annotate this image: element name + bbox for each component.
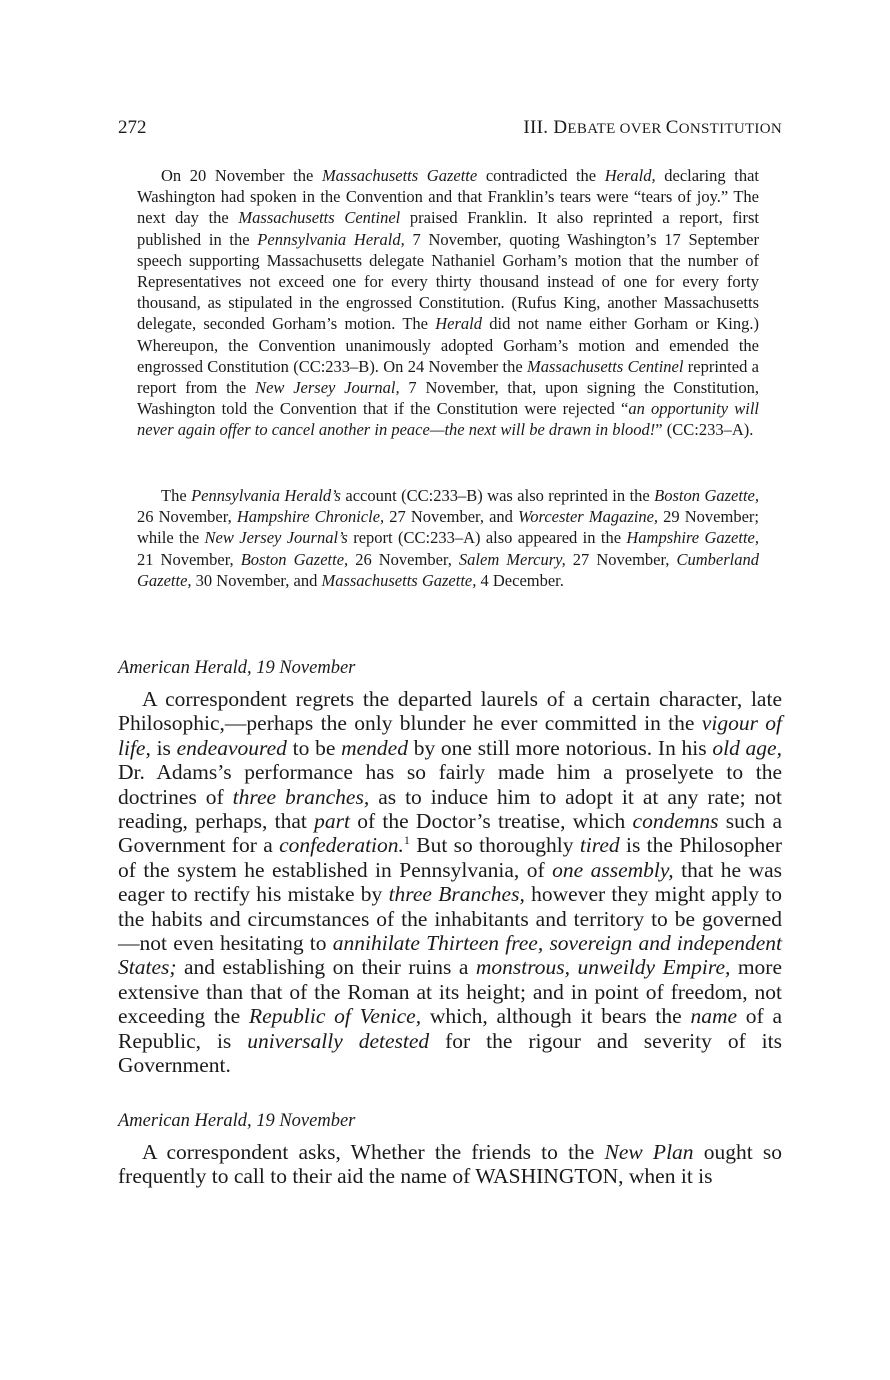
editorial-note-paragraph-2: The Pennsylvania Herald’s account (CC:233–B) was also reprinted in the Boston Gazette, 26 November, Hampshire Chronicle, 27 November, and Worcester Magazine, 29 November; while the New Jersey Journal’s report (CC:233–A) also appeared in the Hampshire Gazette, 21 November, Boston Gazette, 26 November, Salem Mercury, 27 November, Cumberland Gazette, 30 November, and Massachusetts Gazette, 4 December.	[137, 486, 759, 590]
section-heading-2: American Herald, 19 November	[118, 1111, 356, 1131]
running-head	[118, 116, 782, 140]
editorial-note-paragraph-1: On 20 November the Massachusetts Gazette contradicted the Herald, declaring that Washington had spoken in the Convention and that Franklin’s tears were “tears of joy.” The next day the Massachusetts Centinel praised Franklin. It also reprinted a report, first published in the Pennsylvania Herald, 7 November, quoting Washington’s 17 September speech supporting Massachusetts delegate Nathaniel Gorham’s motion that the number of Representatives not exceed one for every thirty thousand instead of one for every forty thousand, as stipulated in the engrossed Constitution. (Rufus King, another Massachusetts delegate, seconded Gorham’s motion. The Herald did not name either Gorham or King.) Whereupon, the Convention unanimously adopted Gorham’s motion and emended the engrossed Constitution (CC:233–B). On 24 November the Massachusetts Centinel reprinted a report from the New Jersey Journal, 7 November, that, upon signing the Constitution, Washington told the Convention that if the Constitution were rejected “an opportunity will never again offer to cancel another in peace—the next will be drawn in blood!” (CC:233–A).	[137, 166, 760, 440]
footnote-marker: 1	[403, 833, 410, 848]
section-title: III. DEBATE OVER CONSTITUTION	[523, 117, 782, 138]
document-body-paragraph-2: A correspondent asks, Whether the friends to the New Plan ought so frequently to call to their aid the name of WASHINGTON, when it is	[118, 1140, 782, 1189]
section-heading-1: American Herald, 19 November	[118, 658, 356, 678]
document-body-paragraph-1: A correspondent regrets the departed laurels of a certain character, late Philosophic,—perhaps the only blunder he ever committed in the vigour of life, is endeavoured to be mended by one still more notorious. In his old age, Dr. Adams’s performance has so fairly made him a proselyete to the doctrines of three branches, as to induce him to adopt it at any rate; not reading, perhaps, that part of the Doctor’s treatise, which condemns such a Government for a confederation.$^1$ But so thoroughly tired is the Philosopher of the system he established in Pennsylvania, of one assembly, that he was eager to rectify his mistake by three Branches, however they might apply to the habits and circumstances of the inhabitants and territory to be governed—not even hesitating to annihilate Thirteen free, sovereign and independent States; and establishing on their ruins a monstrous, unweildy Empire, more extensive than that of the Roman at its height; and in point of freedom, not exceeding the Republic of Venice, which, although it bears the name of a Republic, is universally detested for the rigour and severity of its Government.	[118, 687, 783, 1078]
page-number: 272	[118, 117, 147, 138]
